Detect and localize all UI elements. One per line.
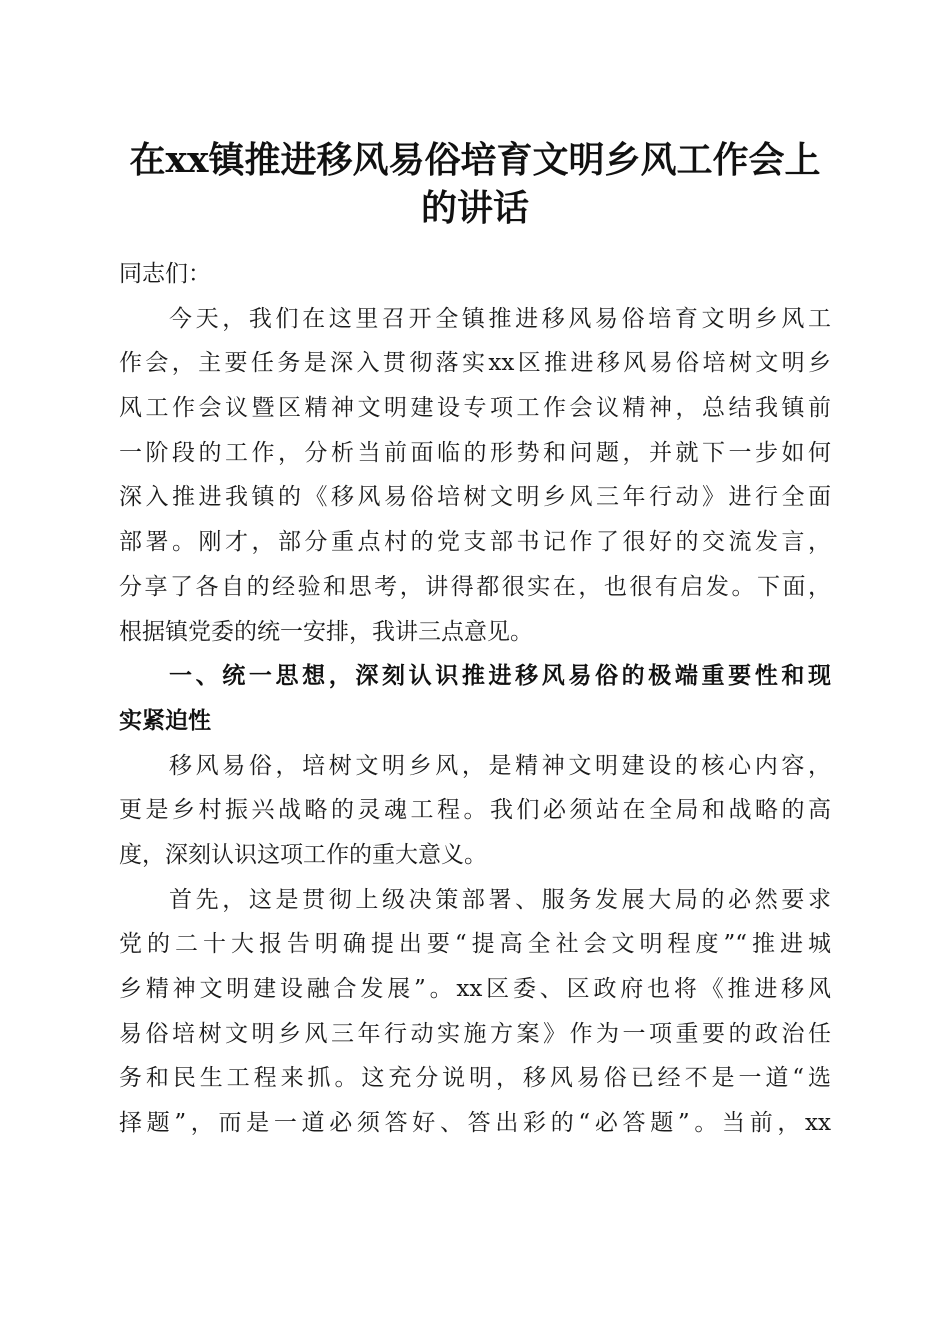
- paragraph-line: 务和民生工程来抓。这充分说明，移风易俗已经不是一道“选: [119, 1065, 831, 1092]
- paragraph-line: 作会，主要任务是深入贯彻落实xx区推进移风易俗培树文明乡: [119, 350, 831, 377]
- paragraph-line: 择题”，而是一道必须答好、答出彩的“必答题”。当前，xx: [119, 1110, 831, 1137]
- paragraph-line: 易俗培树文明乡风三年行动实施方案》作为一项重要的政治任: [119, 1020, 831, 1047]
- paragraph-line: 首先，这是贯彻上级决策部署、服务发展大局的必然要求: [169, 886, 831, 913]
- paragraph-line: 根据镇党委的统一安排，我讲三点意见。: [119, 618, 533, 645]
- document-body: [119, 252, 831, 1146]
- section-heading-line: 实紧迫性: [119, 707, 211, 734]
- paragraph-line: 部署。刚才，部分重点村的党支部书记作了很好的交流发言，: [119, 529, 831, 556]
- document-title-line-2: 的讲话: [420, 187, 529, 229]
- paragraph-line: 今天，我们在这里召开全镇推进移风易俗培育文明乡风工: [169, 305, 831, 332]
- paragraph-line: 风工作会议暨区精神文明建设专项工作会议精神，总结我镇前: [119, 395, 831, 422]
- paragraph-line: 移风易俗，培树文明乡风，是精神文明建设的核心内容，: [169, 752, 831, 779]
- paragraph-line: 党的二十大报告明确提出要“提高全社会文明程度”“推进城: [119, 931, 831, 958]
- paragraph-line: 更是乡村振兴战略的灵魂工程。我们必须站在全局和战略的高: [119, 797, 831, 824]
- salutation: 同志们：: [119, 261, 211, 287]
- paragraph-line: 一阶段的工作，分析当前面临的形势和问题，并就下一步如何: [119, 439, 831, 466]
- paragraph-line: 分享了各自的经验和思考，讲得都很实在，也很有启发。下面，: [119, 573, 831, 600]
- paragraph-line: 乡精神文明建设融合发展”。xx区委、区政府也将《推进移风: [119, 976, 831, 1002]
- section-heading-line: 一、统一思想，深刻认识推进移风易俗的极端重要性和现: [169, 663, 831, 690]
- paragraph-line: 度，深刻认识这项工作的重大意义。: [119, 841, 487, 868]
- document-title-line-1: 在xx镇推进移风易俗培育文明乡风工作会上: [129, 139, 821, 181]
- paragraph-line: 深入推进我镇的《移风易俗培树文明乡风三年行动》进行全面: [119, 484, 831, 511]
